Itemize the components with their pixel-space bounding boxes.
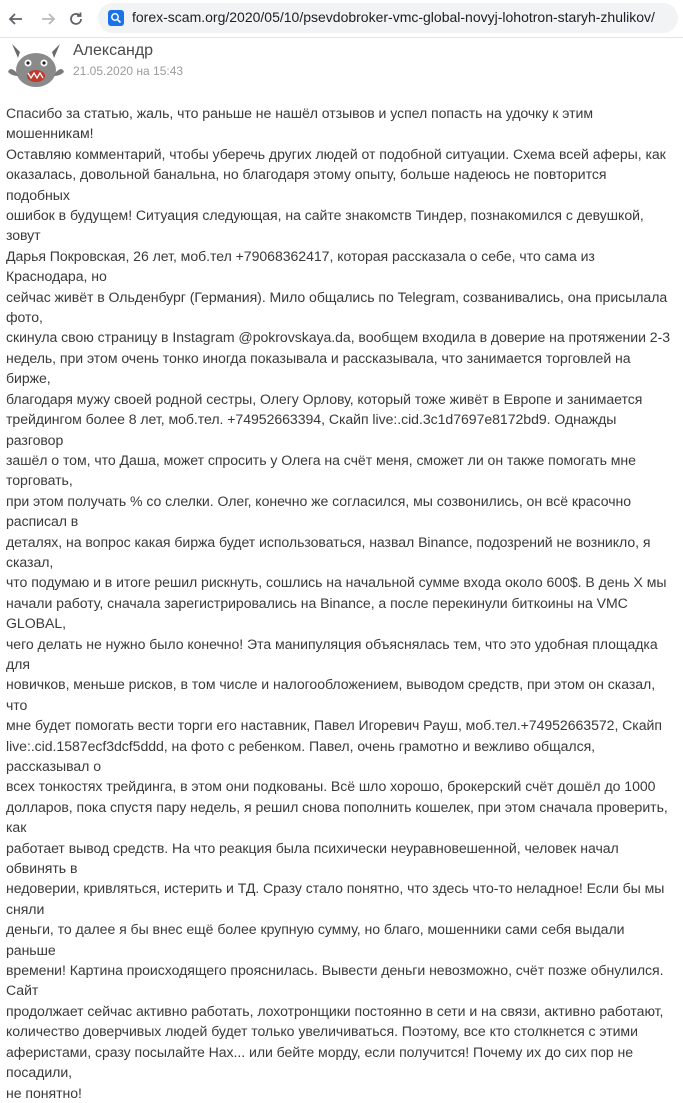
forward-button[interactable] (38, 9, 58, 29)
monster-avatar-icon (6, 42, 66, 90)
comment-date[interactable]: 21.05.2020 на 15:43 (73, 64, 184, 78)
browser-toolbar (0, 0, 683, 38)
comment-author[interactable]: Александр (73, 42, 154, 59)
url-text[interactable]: forex-scam.org/2020/05/10/psevdobroker-vmc-global-novyj-lohotron-staryh-zhulikov/ (132, 9, 655, 25)
reload-icon (68, 11, 84, 27)
comment-text: Спасибо за статью, жаль, что раньше не нашёл отзывов и успел попасть на удочку к этим мошенникам! Оставляю комментарий, чтобы уберечь других людей от подобной ситуации. Схема всей аферы, как оказалась, довольной банальна, но благодаря этому опыту, больше надеюсь не повторится подобных ошибок в будущем! Ситуация следующая, на сайте знакомств Тиндер, познакомился с девушкой, зовут Дарья Покровская, 26 лет, моб.тел +79068362417, которая рассказала о себе, что сама из Краснодара, но сейчас живёт в Ольденбург (Германия). Мило общались по Telegram, созванивались, она присылала фото, скинула свою страницу в Instagram @pokrovskaya.da, вообщем входила в доверие на протяжении 2-3 недель, при этом очень тонко иногда показывала и рассказывала, что занимается торговлей на бирже, благодаря мужу своей родной сестры, Олегу Орлову, который тоже живёт в Европе и занимается трейдингом более 8 лет, моб.тел. +74952663394, Скайп live:.cid.3c1d7697e8172bd9. Однажды разговор зашёл о том, что Даша, может спросить у Олега на счёт меня, сможет ли он также помогать мне торговать, при этом получать % со слелки. Олег, конечно же согласился, мы созвонились, он всё красочно расписал в деталях, на вопрос какая биржа будет использоваться, назвал Binance, подозрений не возникло, я сказал, что подумаю и в итоге решил рискнуть, сошлись на начальной сумме входа около 600$. В день Х мы начали работу, сначала зарегистрировались на Binance, а после перекинули биткоины на VMC GLOBAL, чего делать не нужно было конечно! Эта манипуляция объяснялась тем, что это удобная площадка для новичков, меньше рисков, в том числе и налогообложением, выводом средств, при этом он сказал, что мне будет помогать вести торги его наставник, Павел Игоревич Рауш, моб.тел.+74952663572, Скайп live:.cid.1587ecf3dcf5ddd, на фото с ребенком. Павел, очень грамотно и вежливо общался, рассказывал о всех тонкостях трейдинга, в этом они подкованы. Всё шло хорошо, брокерский счёт дошёл до 1000 долларов, пока спустя пару недель, я решил снова пополнить кошелек, при этом сначала проверить, как работает вывод средств. На что реакция была психически неуравновешенной, человек начал обвинять в недоверии, кривляться, истерить и ТД. Сразу стало понятно, что здесь что-то неладное! Если бы мы сняли деньги, то далее я бы внес ещё более крупную сумму, но благо, мошенники сами себя выдали раньше времени! Картина происходящего прояснилась. Вывести деньги невозможно, счёт позже обнулился. Сайт продолжает сейчас активно работать, лохотронщики постоянно в сети и на связи, активно работают, количество доверчивых людей будет только увеличиваться. Поэтому, все кто столкнется с этими аферистами, сразу посылайте Нах... или бейте морду, если получится! Почему их до сих пор не посадили, не понятно! (6, 105, 671, 1101)
back-button[interactable] (6, 9, 26, 29)
address-bar[interactable] (98, 3, 678, 33)
arrow-right-icon (40, 11, 56, 27)
arrow-left-icon (8, 11, 24, 27)
reload-button[interactable] (66, 9, 86, 29)
site-info-icon[interactable] (108, 10, 124, 26)
comment-header (0, 38, 683, 98)
